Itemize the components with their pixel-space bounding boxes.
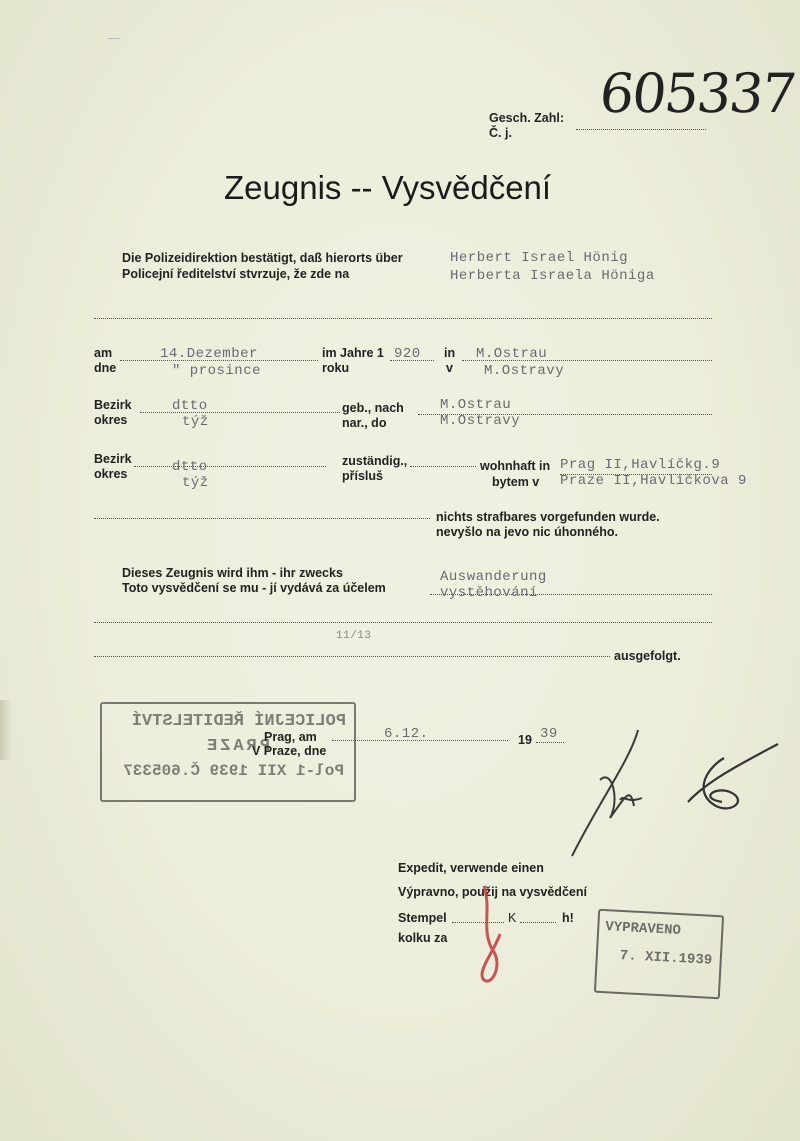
birth-dne-label: dne bbox=[94, 361, 117, 375]
purpose-cs: Toto vysvědčení se mu - jí vydává za účelem bbox=[122, 581, 386, 595]
finding-cs: nevyšlo na jevo nic úhonného. bbox=[436, 525, 618, 539]
finding-line bbox=[94, 518, 430, 519]
issue-year: 39 bbox=[540, 726, 558, 742]
purpose-issued: ausgefolgt. bbox=[614, 649, 681, 663]
birth-year: 920 bbox=[394, 346, 421, 362]
intro-line bbox=[94, 318, 712, 319]
birth-district-label-cs: okres bbox=[94, 413, 128, 427]
birth-place-de: M.Ostrau bbox=[476, 346, 548, 362]
residence-label-de: Bezirk bbox=[94, 452, 132, 466]
intro-de: Die Polizeidirektion bestätigt, daß hierorts über bbox=[122, 251, 403, 265]
nar-value: M.Ostravy bbox=[440, 413, 521, 429]
faint-number: 11/13 bbox=[336, 630, 372, 642]
geb-label: geb., nach bbox=[342, 401, 404, 415]
purpose-de: Dieses Zeugnis wird ihm - ihr zwecks bbox=[122, 566, 343, 580]
birth-district-line bbox=[140, 412, 340, 413]
residence-label-cs: okres bbox=[94, 467, 128, 481]
ref-number: 605337 bbox=[596, 62, 798, 125]
expedit-cs: Výpravno, použij na vysvědčení bbox=[398, 885, 587, 899]
issue-place-cs: V Praze, dne bbox=[252, 744, 327, 758]
name-de: Herbert Israel Hönig bbox=[450, 250, 629, 266]
police-stamp-line3: Pol-1 XII 1939 Č.605337 bbox=[123, 762, 344, 780]
signature-first bbox=[560, 720, 680, 860]
ref-label-de: Gesch. Zahl: bbox=[489, 111, 565, 125]
birth-year-label-cs: roku bbox=[322, 361, 350, 375]
birth-in-label: in bbox=[444, 346, 456, 360]
purpose-line-2 bbox=[94, 622, 712, 623]
intro-cs: Policejní ředitelství stvrzuje, že zde na bbox=[122, 267, 350, 281]
issue-place-de: Prag, am bbox=[264, 730, 317, 744]
red-pencil-mark bbox=[470, 882, 510, 992]
sent-stamp-line1: VYPRAVENO bbox=[604, 919, 682, 940]
finding-de: nichts strafbares vorgefunden wurde. bbox=[436, 510, 660, 524]
nar-label: nar., do bbox=[342, 416, 387, 430]
issue-year-prefix: 19 bbox=[518, 733, 532, 747]
purpose-value-cs: vystěhování bbox=[440, 585, 538, 601]
page-title: Zeugnis -- Vysvědčení bbox=[224, 169, 552, 206]
birth-date-cs: " prosince bbox=[172, 363, 262, 379]
residence-district-cs: týž bbox=[182, 475, 209, 491]
wohnhaft-label: wohnhaft in bbox=[480, 459, 551, 473]
birth-district-label-de: Bezirk bbox=[94, 398, 132, 412]
police-stamp-line2: PRAZE bbox=[203, 737, 270, 756]
geb-value: M.Ostrau bbox=[440, 397, 512, 413]
birth-district-cs: týž bbox=[182, 414, 209, 430]
stempel-line-h bbox=[520, 922, 556, 923]
prisl-label: přísluš bbox=[342, 469, 383, 483]
expedit-stempel: Stempel bbox=[398, 911, 447, 925]
birth-year-label-de: im Jahre 1 bbox=[322, 346, 384, 360]
sent-stamp bbox=[594, 909, 724, 999]
punch-shadow bbox=[0, 700, 12, 760]
birth-district-de: dtto bbox=[172, 398, 208, 414]
police-stamp-line1: POLICEJNÍ ŘEDITELSTVÍ bbox=[131, 712, 346, 731]
expedit-kolku: kolku za bbox=[398, 931, 448, 945]
signature-second bbox=[668, 740, 788, 820]
birth-am-label: am bbox=[94, 346, 113, 360]
name-cs: Herberta Israela Höniga bbox=[450, 268, 655, 284]
birth-date-de: 14.Dezember bbox=[160, 346, 258, 362]
expedit-de: Expedit, verwende einen bbox=[398, 861, 544, 875]
birth-v-label: v bbox=[446, 361, 453, 375]
expedit-h: h! bbox=[562, 911, 574, 925]
zust-label: zuständig., bbox=[342, 454, 408, 468]
residence-district-line bbox=[134, 466, 326, 467]
purpose-line-3 bbox=[94, 656, 610, 657]
purpose-value-de: Auswanderung bbox=[440, 569, 547, 585]
issue-date: 6.12. bbox=[384, 726, 429, 742]
address-cs: Praze II,Havlíčkova 9 bbox=[560, 473, 747, 489]
ref-line bbox=[576, 129, 706, 130]
birth-place-cs: M.Ostravy bbox=[484, 363, 565, 379]
address-de: Prag II,Havlíčkg.9 bbox=[560, 457, 721, 473]
ref-label-cs: Č. j. bbox=[489, 126, 512, 140]
zust-line bbox=[410, 466, 476, 467]
expedit-k: K bbox=[508, 911, 517, 925]
bytem-label: bytem v bbox=[492, 475, 540, 489]
residence-district-de: dtto bbox=[172, 459, 208, 475]
sent-stamp-line2: 7. XII.1939 bbox=[619, 947, 713, 969]
fold-mark bbox=[108, 38, 120, 45]
